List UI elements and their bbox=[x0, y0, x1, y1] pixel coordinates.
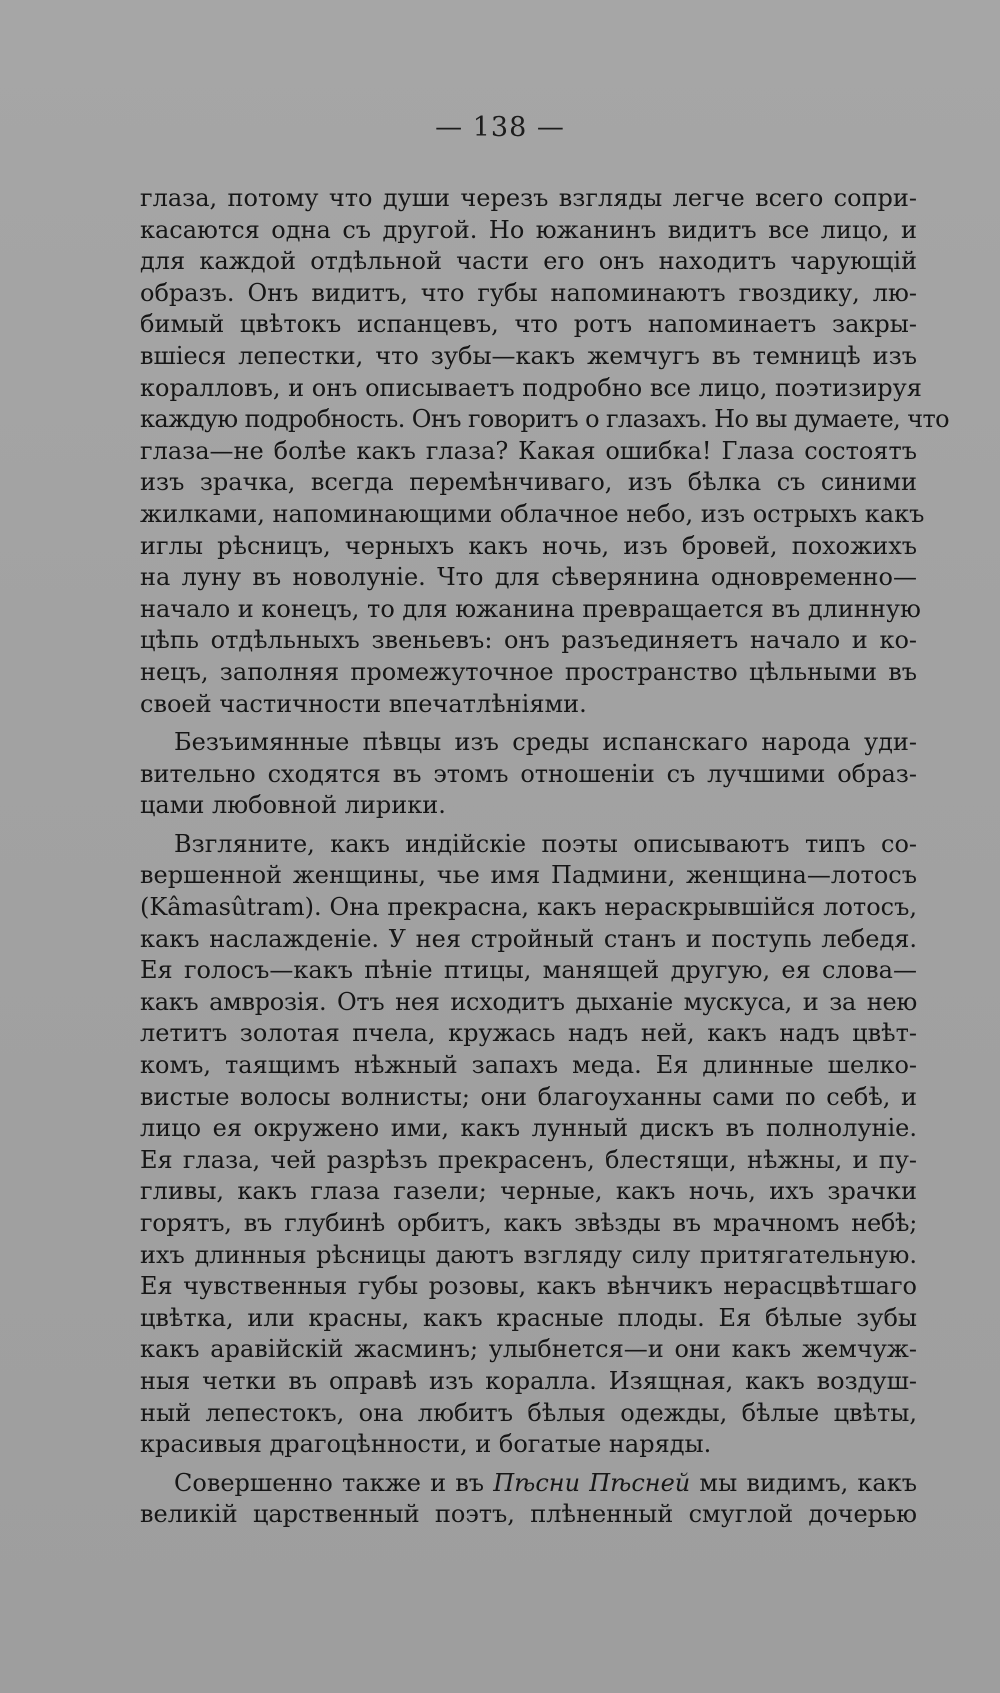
text-line: кораллoвъ, и онъ описываетъ подробно все лицо, поэтизируя bbox=[140, 373, 922, 402]
text-line: цѣпь отдѣльныхъ звеньевъ: онъ разъединяетъ начало и ко- bbox=[140, 626, 917, 655]
text-line: Ея чувственныя губы розовы, какъ вѣнчикъ нерасцвѣтшаго bbox=[140, 1272, 917, 1301]
text-line: великій царственный поэтъ, плѣненный смуглой дочерью bbox=[140, 1500, 917, 1529]
text-line: лицо ея окружено ими, какъ лунный дискъ въ полнолуніе. bbox=[140, 1114, 917, 1143]
text-line: иглы рѣсницъ, черныхъ какъ ночь, изъ бровей, похожихъ bbox=[140, 531, 917, 560]
text-line: летитъ золотая пчела, кружась надъ ней, какъ надъ цвѣт- bbox=[140, 1019, 917, 1048]
text-line: вительно сходятся въ этомъ отношеніи съ лучшими образ- bbox=[140, 759, 917, 788]
text-line: своей частичности впечатлѣніями. bbox=[140, 689, 587, 718]
text-line: изъ зрачка, всегда перемѣнчиваго, изъ бѣлка съ синими bbox=[140, 468, 917, 497]
text-line: ихъ длинныя рѣсницы даютъ взгляду силу притягательную. bbox=[140, 1240, 917, 1269]
text-line: глаза—не болѣе какъ глаза? Какая ошибка! Глаза состоятъ bbox=[140, 436, 917, 465]
text-line: (Kâmasûtram). Она прекрасна, какъ нераскрывшійся лотосъ, bbox=[140, 893, 917, 922]
text-line bbox=[140, 1468, 917, 1500]
text-line: какъ амврозія. Отъ нея исходитъ дыханіе мускуса, и за нею bbox=[140, 987, 917, 1016]
text-line: касаются одна съ другой. Но южанинъ видитъ все лицо, и bbox=[140, 215, 917, 244]
text-line: глаза, потому что души черезъ взгляды легче всего сопри- bbox=[140, 184, 917, 212]
text-line: цвѣтка, или красны, какъ красные плоды. Ея бѣлые зубы bbox=[140, 1303, 917, 1332]
text-line: какъ наслажденіе. У нея стройный станъ и поступь лебедя. bbox=[140, 924, 917, 953]
text-segment: мы видимъ, какъ bbox=[690, 1468, 917, 1497]
text-line: образъ. Онъ видитъ, что губы напоминаютъ гвоздику, лю- bbox=[140, 278, 917, 307]
text-line: горятъ, въ глубинѣ орбитъ, какъ звѣзды въ мрачномъ небѣ; bbox=[140, 1209, 917, 1237]
body-text bbox=[140, 183, 949, 1538]
page-number: — 138 — bbox=[435, 112, 565, 143]
text-line: какъ аравійскій жасминъ; улыбнется—и они какъ жемчуж- bbox=[140, 1335, 917, 1364]
text-line: вершенной женщины, чье имя Падмини, женщина—лотосъ bbox=[140, 861, 917, 890]
text-line: начало и конецъ, то для южанина превращается въ длинную bbox=[140, 594, 921, 623]
text-line: цами любовной лирики. bbox=[140, 791, 446, 820]
paragraph-3 bbox=[140, 829, 917, 1461]
text-line: Ея голосъ—какъ пѣніе птицы, манящей другую, ея слова— bbox=[140, 956, 917, 985]
text-line: вистые волосы волнисты; они благоуханны сами по себѣ, и bbox=[140, 1082, 917, 1111]
text-line: жилками, напоминающими облачное небо, изъ острыхъ какъ bbox=[140, 499, 925, 528]
paragraph-4 bbox=[140, 1468, 917, 1531]
paragraph-1 bbox=[140, 183, 949, 720]
text-line: нецъ, заполняя промежуточное пространство цѣльными въ bbox=[140, 657, 917, 686]
text-segment: Совершенно также и въ bbox=[174, 1468, 494, 1497]
text-line: бимый цвѣтокъ испанцевъ, что ротъ напоминаетъ закры- bbox=[140, 310, 917, 339]
text-line: Ея глаза, чей разрѣзъ прекрасенъ, блестящи, нѣжны, и пу- bbox=[140, 1145, 917, 1174]
text-line: комъ, таящимъ нѣжный запахъ меда. Ея длинные шелко- bbox=[140, 1051, 917, 1080]
italic-title: Пѣсни Пѣсней bbox=[493, 1468, 691, 1497]
text-line: каждую подробность. Онъ говоритъ о глазахъ. Но вы думаете, что bbox=[140, 405, 949, 434]
text-line: для каждой отдѣльной части его онъ находитъ чарующій bbox=[140, 247, 917, 276]
text-line: на луну въ новолуніе. Что для сѣверянина одновременно— bbox=[140, 563, 917, 592]
text-line: вшіеся лепестки, что зубы—какъ жемчугъ въ темницѣ изъ bbox=[140, 341, 917, 370]
text-line: красивыя драгоцѣнности, и богатые наряды. bbox=[140, 1430, 712, 1459]
text-line: Безъимянные пѣвцы изъ среды испанскаго народа уди- bbox=[174, 728, 917, 757]
text-line: Взгляните, какъ индійскіе поэты описываютъ типъ со- bbox=[174, 829, 917, 858]
paragraph-2 bbox=[140, 727, 917, 822]
text-line: ный лепестокъ, она любитъ бѣлыя одежды, бѣлые цвѣты, bbox=[140, 1398, 917, 1427]
text-line: гливы, какъ глаза газели; черные, какъ ночь, ихъ зрачки bbox=[140, 1177, 917, 1206]
text-line: ныя четки въ оправѣ изъ коралла. Изящная, какъ воздуш- bbox=[140, 1366, 917, 1395]
